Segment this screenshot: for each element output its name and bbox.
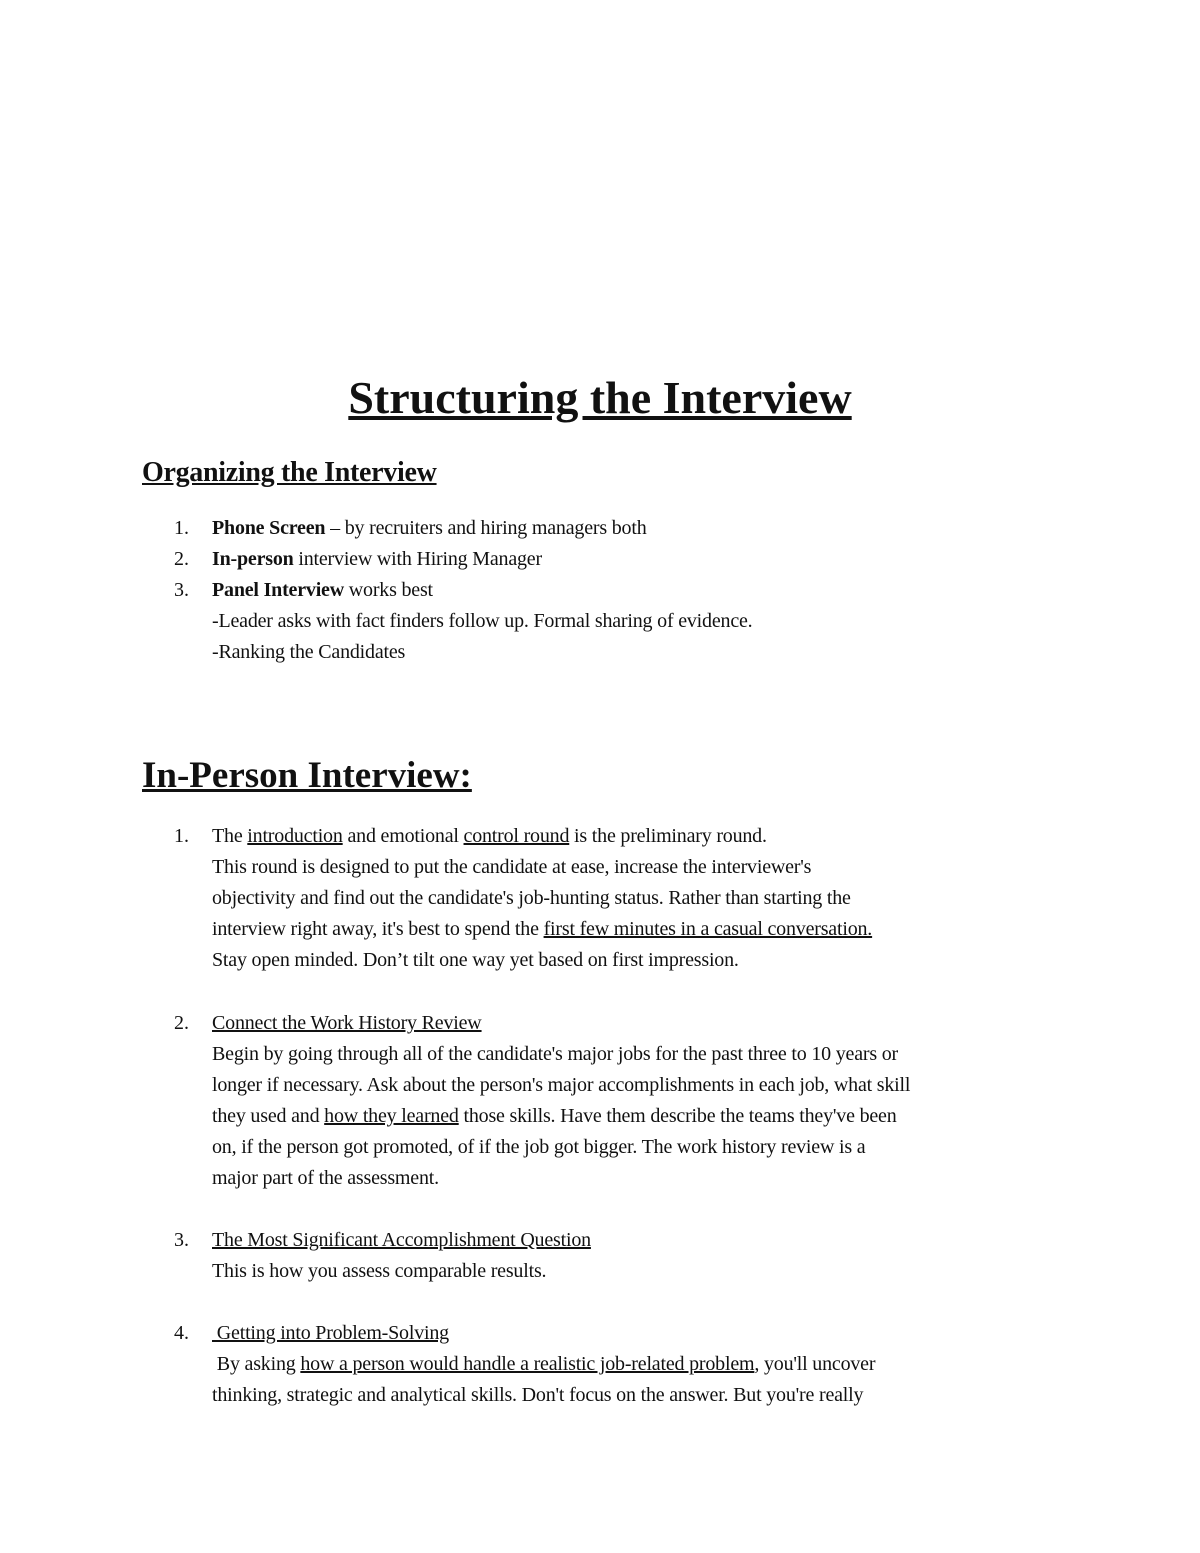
underlined-term: how they learned <box>324 1105 459 1127</box>
text-run: those skills. Have them describe the teams they've been <box>458 1105 897 1127</box>
section-heading-organizing: Organizing the Interview <box>142 457 437 488</box>
text-run: , you'll uncover <box>754 1353 876 1375</box>
item-line: This is how you assess comparable results. <box>212 1260 547 1282</box>
item-line: This round is designed to put the candidate at ease, increase the interviewer's <box>212 856 812 878</box>
item-line <box>212 1349 875 1380</box>
item-line: objectivity and find out the candidate's job-hunting status. Rather than starting the <box>212 887 851 909</box>
item-line: major part of the assessment. <box>212 1167 439 1189</box>
item-text: – by recruiters and hiring managers both <box>325 517 647 539</box>
bold-term: Phone Screen <box>212 517 326 539</box>
list-number: 2. <box>174 548 189 570</box>
list-item-text <box>212 575 433 606</box>
text-run: is the preliminary round. <box>569 825 767 847</box>
item-detail-line: -Leader asks with fact finders follow up. Formal sharing of evidence. <box>212 610 753 632</box>
underlined-term: introduction <box>247 825 343 847</box>
list-item-text <box>212 544 542 575</box>
list-number: 3. <box>174 1229 189 1251</box>
underlined-term: how a person would handle a realistic job-related problem <box>300 1353 755 1375</box>
item-line: Begin by going through all of the candidate's major jobs for the past three to 10 years or <box>212 1043 898 1065</box>
item-detail-line: -Ranking the Candidates <box>212 641 406 663</box>
item-heading: Connect the Work History Review <box>212 1012 482 1034</box>
list-number: 1. <box>174 517 189 539</box>
item-line: thinking, strategic and analytical skills. Don't focus on the answer. But you're really <box>212 1384 864 1406</box>
text-run: The <box>212 825 248 847</box>
text-run: interview right away, it's best to spend the <box>212 918 544 940</box>
underlined-term: first few minutes in a casual conversation. <box>543 918 873 940</box>
item-heading: The Most Significant Accomplishment Question <box>212 1229 591 1251</box>
item-line: longer if necessary. Ask about the person's major accomplishments in each job, what skill <box>212 1074 911 1096</box>
underlined-term: control round <box>463 825 570 847</box>
item-line <box>212 821 767 852</box>
item-line <box>212 914 872 945</box>
item-heading: Getting into Problem-Solving <box>212 1322 449 1344</box>
item-text: interview with Hiring Manager <box>293 548 542 570</box>
section-heading-in-person: In-Person Interview: <box>142 755 472 796</box>
item-line: Stay open minded. Don’t tilt one way yet based on first impression. <box>212 949 739 971</box>
list-number: 3. <box>174 579 189 601</box>
text-run: they used and <box>212 1105 325 1127</box>
bold-term: Panel Interview <box>212 579 344 601</box>
bold-term: In-person <box>212 548 294 570</box>
item-line: on, if the person got promoted, of if the job got bigger. The work history review is a <box>212 1136 866 1158</box>
list-item-text <box>212 513 647 544</box>
item-line <box>212 1101 897 1132</box>
item-text: works best <box>343 579 433 601</box>
text-run: By asking <box>212 1353 301 1375</box>
page-title: Structuring the Interview <box>348 372 852 423</box>
list-number: 1. <box>174 825 189 847</box>
text-run: and emotional <box>342 825 464 847</box>
list-number: 4. <box>174 1322 189 1344</box>
list-number: 2. <box>174 1012 189 1034</box>
